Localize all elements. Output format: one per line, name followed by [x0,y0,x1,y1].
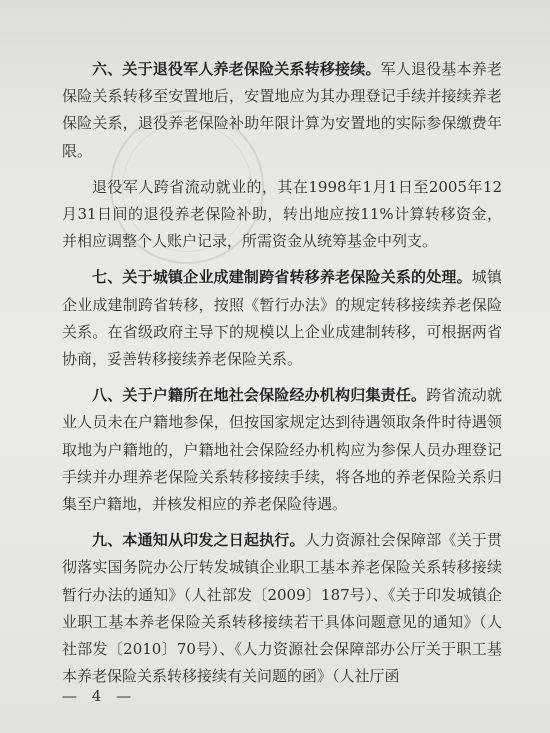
section-6-continuation-body: 退役军人跨省流动就业的，其在1998年1月1日至2005年12月31日间的退役养老保险补助，转出地应按11%计算转移资金，并相应调整个人账户记录，所需资金从统筹基金中列支。 [62,177,502,251]
section-8-body: 跨省流动就业人员未在户籍地参保，但按国家规定达到待遇领取条件时待遇领取地为户籍地的，户籍地社会保险经办机构应为参保人员办理登记手续并办理养老保险关系转移接续手续，将各地的养老保险关系归集至户籍地，并核发相应的养老保险待遇。 [62,386,502,514]
document-body [62,56,502,699]
section-9-body: 人力资源社会保障部《关于贯彻落实国务院办公厅转发城镇企业职工基本养老保险关系转移接续暂行办法的通知》（人社部发〔2009〕187号）、《关于印发城镇企业职工基本养老保险关系转移接续若干具体问题意见的通知》（人社部发〔2010〕70号）、《人力资源社会保障部办公厅关于职工基本养老保险关系转移接续有关问题的函》（人社厅函 [62,531,502,686]
section-9-paragraph [62,527,502,690]
section-7-heading: 七、关于城镇企业成建制跨省转移养老保险关系的处理。 [92,268,472,287]
section-6-continuation-paragraph [62,174,502,256]
section-7-body: 城镇企业成建制跨省转移，按照《暂行办法》的规定转移接续养老保险关系。在省级政府主导下的规模以上企业成建制转移，可根据两省协商，妥善转移接续养老保险关系。 [62,268,502,369]
section-8-paragraph [62,382,502,518]
section-6-body: 军人退役基本养老保险关系转移至安置地后，安置地应为其办理登记手续并接续养老保险关系，退役养老保险补助年限计算为安置地的实际参保缴费年限。 [62,60,502,160]
section-9-heading: 九、本通知从印发之日起执行。 [92,531,305,550]
section-8-heading: 八、关于户籍所在地社会保险经办机构归集责任。 [92,386,427,405]
page-number: — 4 — [62,687,137,705]
section-6-heading: 六、关于退役军人养老保险关系转移接续。 [92,60,381,78]
section-6-paragraph [62,56,502,165]
section-7-paragraph [62,264,502,373]
